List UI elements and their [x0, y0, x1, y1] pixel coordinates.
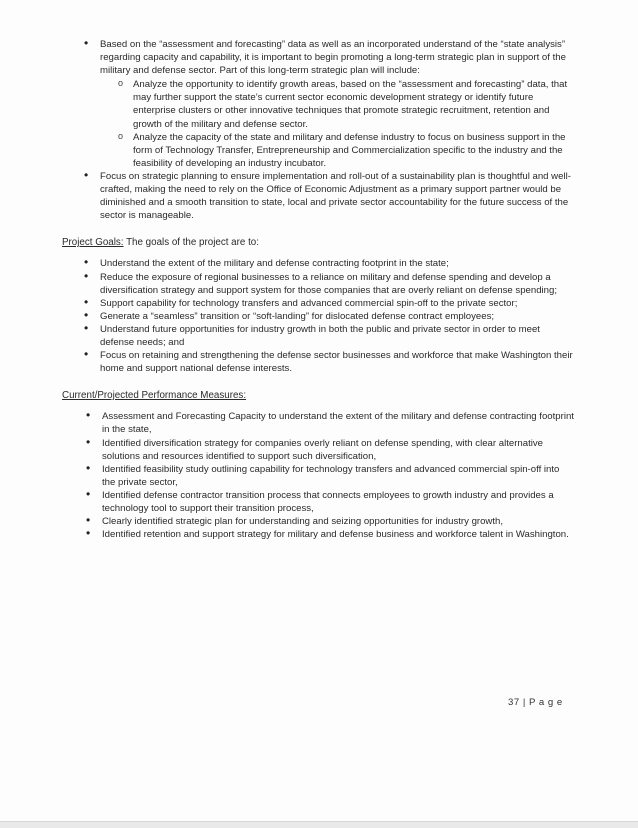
project-goals-heading [62, 236, 574, 249]
goal-item: • Focus on retaining and strengthening the defense sector businesses and workforce that make Washington their home and support national defense interests. [78, 349, 574, 375]
goal-item: • Understand the extent of the military and defense contracting footprint in the state; [78, 257, 574, 270]
goal-item: • Generate a “seamless” transition or “soft-landing” for dislocated defense contract employees; [78, 310, 574, 323]
performance-measures-title: Current/Projected Performance Measures: [62, 390, 247, 402]
scan-bottom-edge [0, 821, 638, 828]
project-goals-intro: The goals of the project are to: [123, 237, 259, 249]
intro-bullet-2 [78, 170, 574, 222]
goal-item: • Support capability for technology transfers and advanced commercial spin-off to the private sector; [78, 297, 574, 310]
intro-bullet-list [62, 38, 574, 222]
page-content [62, 38, 574, 541]
goal-item: • Reduce the exposure of regional businesses to a reliance on military and defense spending and develop a diversification strategy and support system for those companies that are overly reliant on defense spending; [78, 271, 574, 297]
sub-bullet-2: o Analyze the capacity of the state and military and defense industry to focus on business support in the form of Technology Transfer, Entrepreneurship and Commercialization specific to the industry and the feasibility of developing an industry incubator. [116, 131, 574, 170]
project-goals-title: Project Goals: [62, 237, 124, 249]
sub-bullet-list [100, 78, 574, 170]
measure-item: • Identified diversification strategy for companies overly reliant on defense spending, with clear alternative solutions and resources identified to support such diversification, [80, 437, 574, 463]
measure-item: • Identified retention and support strategy for military and defense business and workforce talent in Washington. [80, 528, 574, 541]
project-goals-list [62, 257, 574, 375]
sub-bullet-1: o Analyze the opportunity to identify growth areas, based on the “assessment and forecasting” data, that may further support the state’s current sector economic development strategy or identify future enterprise clusters or other innovative techniques that promote strategic recruitment, retention and growth of the military and defense sector. [116, 78, 574, 130]
measure-item: • Identified feasibility study outlining capability for technology transfers and advanced commercial spin-off into the private sector, [80, 463, 574, 489]
intro-bullet-text: Based on the “assessment and forecasting” data as well as an incorporated understand of the “state analysis” regarding capacity and capability, it is important to begin promoting a long-term strategic plan in support of the military and defense sector. Part of this long-term strategic plan will include: [100, 39, 566, 77]
performance-measures-heading [62, 389, 574, 402]
goal-item: • Understand future opportunities for industry growth in both the public and private sector in order to meet defense needs; and [78, 323, 574, 349]
page-number: 37 | P a g e [508, 697, 563, 708]
performance-measures-list [62, 410, 574, 541]
measure-item: • Identified defense contractor transition process that connects employees to growth industry and provides a technology tool to support their transition process, [80, 489, 574, 515]
measure-item: • Assessment and Forecasting Capacity to understand the extent of the military and defense contracting footprint in the state, [80, 410, 574, 436]
intro-bullet-text: Focus on strategic planning to ensure implementation and roll-out of a sustainability plan is thoughtful and well-crafted, making the need to rely on the Office of Economic Adjustment as a primary support partner would be diminished and a smooth transition to state, local and private sector accountability for the future success of the sector is manageable. [100, 170, 571, 222]
measure-item: • Clearly identified strategic plan for understanding and seizing opportunities for industry growth, [80, 515, 574, 528]
intro-bullet-1 [78, 38, 574, 170]
